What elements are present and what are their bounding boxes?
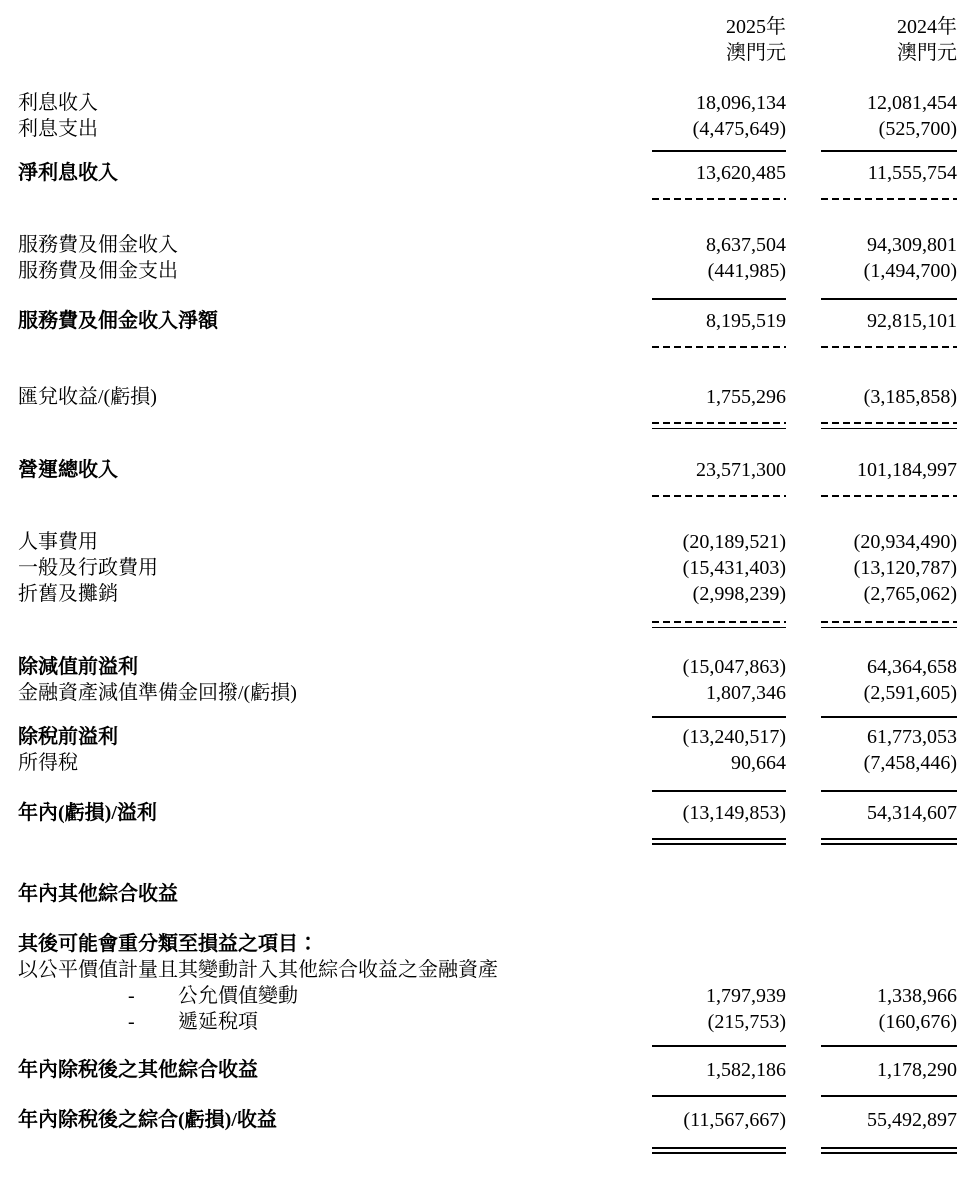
amount-2024: (7,458,446) — [863, 752, 957, 774]
rule-solid — [821, 716, 957, 718]
rule-row-dashed-solid — [18, 422, 957, 429]
row-total-operating-income — [18, 457, 957, 483]
rule-solid — [821, 1045, 957, 1047]
amount-2024: 64,364,658 — [867, 656, 957, 678]
amount-2025: (4,475,649) — [692, 118, 786, 140]
rule-solid — [652, 1095, 786, 1097]
rule-solid — [821, 790, 957, 792]
amount-2025: (11,567,667) — [683, 1109, 786, 1131]
row-deferred-tax — [18, 1009, 957, 1035]
amount-2025: (13,240,517) — [682, 726, 786, 748]
row-label: 利息支出 — [18, 118, 98, 140]
rule-solid — [821, 428, 957, 429]
row-label: 服務費及佣金收入 — [18, 234, 178, 256]
section-heading: 年內其他綜合收益 — [18, 883, 178, 905]
rule-dashed — [821, 198, 957, 200]
section-heading: 其後可能會重分類至損益之項目： — [18, 933, 318, 955]
row-profit-before-tax — [18, 724, 957, 750]
amount-2025: (20,189,521) — [682, 531, 786, 553]
header-year-row — [18, 14, 957, 40]
col-2025-year: 2025年 — [726, 16, 786, 38]
amount-2025: 1,755,296 — [706, 386, 786, 408]
row-label: 除減值前溢利 — [18, 656, 138, 678]
row-total-comprehensive — [18, 1107, 957, 1133]
amount-2024: (2,765,062) — [863, 583, 957, 605]
amount-2025: 8,637,504 — [706, 234, 786, 256]
row-impairment-writeback — [18, 680, 957, 706]
row-oci-after-tax — [18, 1057, 957, 1083]
rule-solid — [652, 1045, 786, 1047]
rule-dashed — [652, 621, 786, 623]
amount-2025: (15,047,863) — [682, 656, 786, 678]
rule-double — [821, 1147, 957, 1154]
amount-2024: 55,492,897 — [867, 1109, 957, 1131]
row-interest-expense — [18, 116, 957, 142]
row-staff-costs — [18, 529, 957, 555]
row-label: 服務費及佣金支出 — [18, 260, 178, 282]
row-net-interest-income — [18, 160, 957, 186]
rule-dashed — [652, 198, 786, 200]
row-fx-gain-loss — [18, 384, 957, 410]
col-2025-currency: 澳門元 — [726, 42, 786, 64]
row-label: 年內除稅後之綜合(虧損)/收益 — [18, 1109, 277, 1131]
rule-double — [652, 1147, 786, 1154]
rule-row-dashed-solid — [18, 621, 957, 628]
row-label: 淨利息收入 — [18, 162, 118, 184]
rule-dashed — [821, 422, 957, 424]
amount-2025: 1,582,186 — [706, 1059, 786, 1081]
row-label: 年內(虧損)/溢利 — [18, 802, 157, 824]
amount-2024: 94,309,801 — [867, 234, 957, 256]
amount-2025: 1,797,939 — [706, 985, 786, 1007]
row-label: 折舊及攤銷 — [18, 583, 118, 605]
row-label: 營運總收入 — [18, 459, 118, 481]
rule-solid — [652, 627, 786, 628]
amount-2025: 13,620,485 — [696, 162, 786, 184]
amount-2024: (3,185,858) — [863, 386, 957, 408]
rule-solid — [821, 1095, 957, 1097]
row-label: 人事費用 — [18, 531, 98, 553]
amount-2024: (160,676) — [878, 1011, 957, 1033]
rule-row-double — [18, 1147, 957, 1154]
row-label: 金融資產減值準備金回撥/(虧損) — [18, 682, 297, 704]
row-label: 一般及行政費用 — [18, 557, 158, 579]
row-label: - 公允價值變動 — [128, 985, 298, 1007]
amount-2025: 90,664 — [731, 752, 786, 774]
amount-2025: (13,149,853) — [682, 802, 786, 824]
amount-2025: (215,753) — [707, 1011, 786, 1033]
row-general-admin-expenses — [18, 555, 957, 581]
heading-reclassifiable-items — [18, 931, 957, 957]
amount-2024: 92,815,101 — [867, 310, 957, 332]
rule-solid — [821, 298, 957, 300]
rule-dashed — [652, 495, 786, 497]
row-fee-commission-income — [18, 232, 957, 258]
amount-2025: 8,195,519 — [706, 310, 786, 332]
rule-double — [652, 838, 786, 845]
rule-dashed — [821, 346, 957, 348]
row-label: 以公平價值計量且其變動計入其他綜合收益之金融資產 — [18, 959, 498, 981]
row-interest-income — [18, 90, 957, 116]
amount-2025: 18,096,134 — [696, 92, 786, 114]
amount-2025: (441,985) — [707, 260, 786, 282]
amount-2024: 61,773,053 — [867, 726, 957, 748]
amount-2025: (2,998,239) — [692, 583, 786, 605]
rule-solid — [652, 716, 786, 718]
rule-solid — [821, 627, 957, 628]
row-income-tax — [18, 750, 957, 776]
row-loss-profit-for-year — [18, 800, 957, 826]
row-label: 除稅前溢利 — [18, 726, 118, 748]
rule-solid — [652, 428, 786, 429]
row-label: 利息收入 — [18, 92, 98, 114]
rule-dashed — [652, 346, 786, 348]
row-net-fee-commission-income — [18, 308, 957, 334]
col-2024-year: 2024年 — [897, 16, 957, 38]
amount-2025: (15,431,403) — [682, 557, 786, 579]
row-label: 服務費及佣金收入淨額 — [18, 310, 218, 332]
row-label: - 遞延稅項 — [128, 1011, 258, 1033]
amount-2025: 23,571,300 — [696, 459, 786, 481]
amount-2024: (20,934,490) — [853, 531, 957, 553]
amount-2024: (1,494,700) — [863, 260, 957, 282]
header-currency-row — [18, 40, 957, 66]
amount-2024: 101,184,997 — [857, 459, 957, 481]
amount-2025: 1,807,346 — [706, 682, 786, 704]
amount-2024: 1,178,290 — [877, 1059, 957, 1081]
amount-2024: 1,338,966 — [877, 985, 957, 1007]
row-profit-before-impairment — [18, 654, 957, 680]
col-2024-currency: 澳門元 — [897, 42, 957, 64]
rule-solid — [652, 790, 786, 792]
rule-dashed — [821, 621, 957, 623]
rule-dashed — [652, 422, 786, 424]
row-label: 年內除稅後之其他綜合收益 — [18, 1059, 258, 1081]
rule-dashed — [821, 495, 957, 497]
rule-solid — [652, 150, 786, 152]
row-fee-commission-expense — [18, 258, 957, 284]
row-label: 所得稅 — [18, 752, 78, 774]
row-label: 匯兌收益/(虧損) — [18, 386, 157, 408]
amount-2024: 54,314,607 — [867, 802, 957, 824]
row-depreciation-amortisation — [18, 581, 957, 607]
row-fair-value-change — [18, 983, 957, 1009]
rule-row-double — [18, 838, 957, 845]
heading-other-comprehensive-income — [18, 881, 957, 907]
amount-2024: 11,555,754 — [867, 162, 957, 184]
rule-double — [821, 838, 957, 845]
bullet-dash: - — [128, 1011, 135, 1033]
rule-solid — [821, 150, 957, 152]
amount-2024: (2,591,605) — [863, 682, 957, 704]
rule-solid — [652, 298, 786, 300]
amount-2024: (525,700) — [878, 118, 957, 140]
amount-2024: (13,120,787) — [853, 557, 957, 579]
row-fvoci-financial-assets — [18, 957, 957, 983]
bullet-dash: - — [128, 985, 135, 1007]
amount-2024: 12,081,454 — [867, 92, 957, 114]
